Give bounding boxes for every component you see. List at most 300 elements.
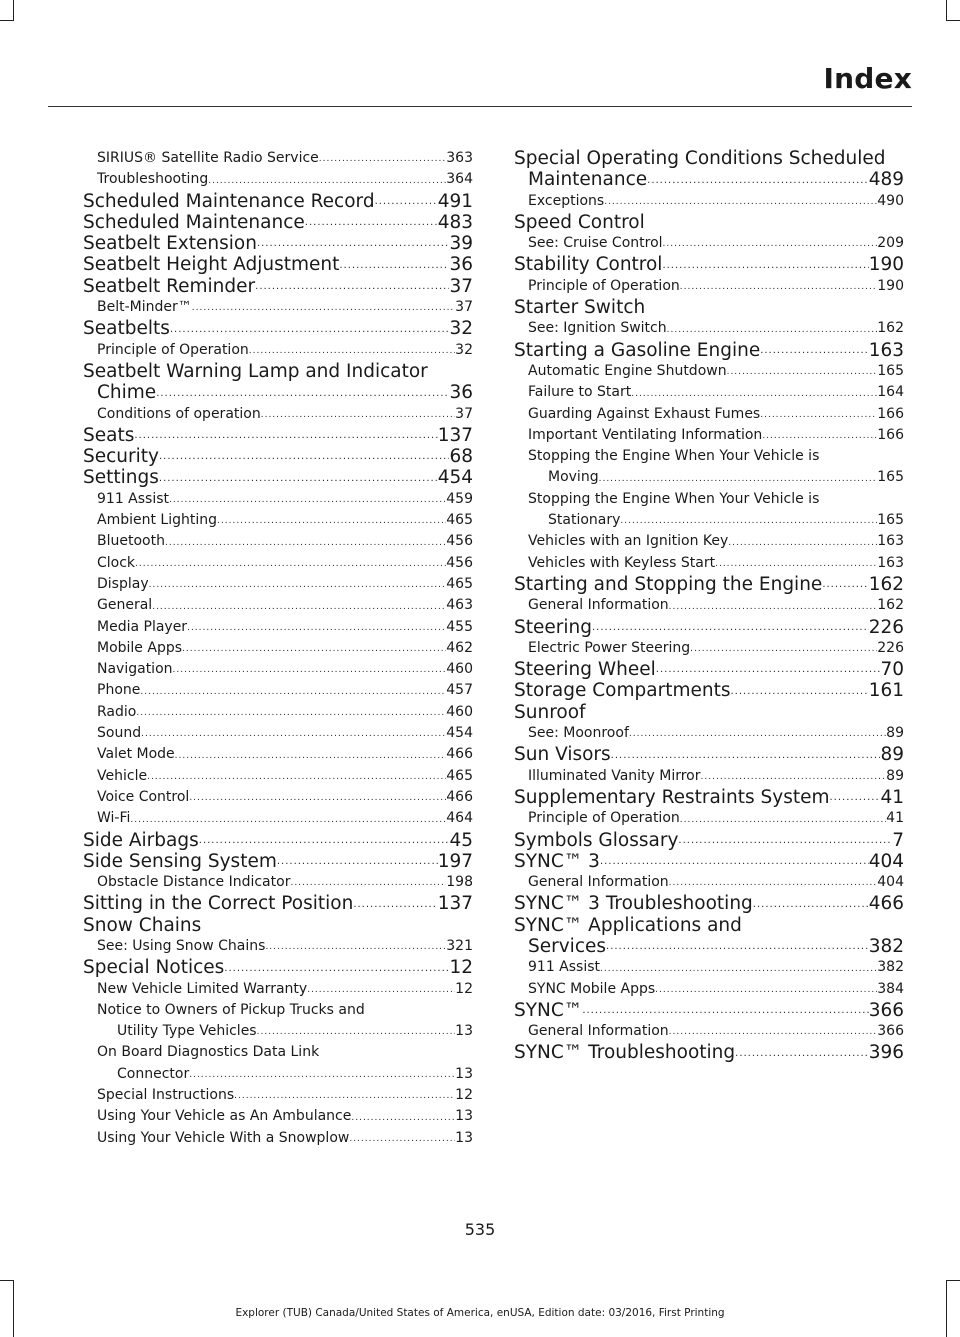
- entry-text: New Vehicle Limited Warranty: [97, 980, 308, 997]
- entry-text: Notice to Owners of Pickup Trucks and: [97, 1001, 365, 1018]
- leader-dots: [667, 324, 878, 336]
- entry-page: 13: [455, 1129, 473, 1146]
- entry-page: 455: [446, 618, 473, 635]
- entry-page: 454: [437, 467, 473, 489]
- entry-page: 13: [455, 1065, 473, 1082]
- index-entry-line: [83, 276, 473, 297]
- index-entry: [83, 276, 473, 297]
- leader-dots: [277, 855, 438, 869]
- index-entry-line: [528, 531, 904, 552]
- entry-text: Seatbelt Reminder: [83, 275, 256, 297]
- entry-text: Exceptions: [528, 192, 605, 209]
- index-entry-line: [83, 467, 473, 488]
- entry-page: 459: [446, 490, 473, 507]
- index-subentry: [83, 723, 473, 744]
- entry-page: 491: [437, 190, 473, 212]
- index-entry-line: [528, 318, 904, 339]
- leader-dots: [662, 259, 868, 273]
- index-subentry: [83, 617, 473, 638]
- entry-page: 456: [446, 554, 473, 571]
- index-entry-line: [97, 766, 473, 787]
- index-subentry: [83, 680, 473, 701]
- entry-page: 36: [449, 254, 473, 276]
- index-entry-line: [514, 169, 904, 190]
- index-entry-line: [514, 254, 904, 275]
- index-subentry: [514, 872, 904, 893]
- entry-text: SIRIUS® Satellite Radio Service: [97, 150, 319, 166]
- entry-text: Stationary: [548, 512, 621, 529]
- entry-page: 39: [449, 233, 473, 255]
- leader-dots: [187, 622, 446, 634]
- leader-dots: [189, 1069, 455, 1081]
- index-entry-line: [97, 1085, 473, 1106]
- index-entry-line: [528, 979, 904, 1000]
- leader-dots: [680, 814, 886, 826]
- entry-page: 12: [455, 980, 473, 997]
- entry-page: 404: [868, 850, 904, 872]
- index-subentry: [83, 1128, 473, 1149]
- index-entry-line: [514, 659, 904, 680]
- entry-text: Important Ventilating Information: [528, 426, 763, 443]
- index-entry-line: [97, 404, 473, 425]
- index-subentry: [514, 553, 904, 574]
- index-column-right: [514, 148, 904, 1064]
- entry-text: See: Using Snow Chains: [97, 937, 266, 954]
- index-entry-line: [514, 574, 904, 595]
- index-subentry: [514, 489, 904, 532]
- index-entry: [83, 318, 473, 339]
- index-entry: [514, 617, 904, 638]
- entry-page: 32: [449, 318, 473, 340]
- entry-text: Chime: [97, 382, 157, 404]
- index-entry-line: [528, 595, 904, 616]
- index-entry: [514, 659, 904, 680]
- index-entry-line: [97, 595, 473, 616]
- entry-page: 384: [877, 980, 904, 997]
- index-entry-line: [97, 297, 473, 318]
- index-entry-line: [528, 425, 904, 446]
- entry-text: Stability Control: [514, 254, 663, 276]
- entry-page: 37: [449, 275, 473, 297]
- entry-page: 321: [446, 937, 473, 954]
- leader-dots: [701, 771, 887, 783]
- leader-dots: [680, 281, 878, 293]
- entry-text: Using Your Vehicle With a Snowplow: [97, 1129, 350, 1146]
- entry-page: 382: [868, 935, 904, 957]
- entry-text: General Information: [528, 597, 669, 614]
- entry-text: Belt-Minder™: [97, 299, 192, 316]
- index-entry-line: [97, 489, 473, 510]
- index-entry: [514, 851, 904, 872]
- index-subentry: [83, 638, 473, 659]
- index-subentry: [83, 553, 473, 574]
- crop-mark: [0, 1280, 14, 1281]
- entry-page: 209: [877, 235, 904, 252]
- index-entry: [514, 574, 904, 595]
- entry-text: 911 Assist: [97, 490, 170, 507]
- crop-mark: [946, 0, 947, 20]
- entry-text: Vehicle: [97, 767, 148, 784]
- index-entry-line: [514, 787, 904, 808]
- entry-text: Conditions of operation: [97, 405, 261, 422]
- index-subentry: [83, 659, 473, 680]
- entry-page: 36: [449, 382, 473, 404]
- leader-dots: [690, 643, 877, 655]
- entry-text: Starting and Stopping the Engine: [514, 573, 823, 595]
- entry-page: 162: [877, 597, 904, 614]
- entry-text: Radio: [97, 703, 137, 720]
- entry-text: Steering Wheel: [514, 659, 656, 681]
- leader-dots: [199, 834, 450, 848]
- edition-footer: Explorer (TUB) Canada/United States of America, enUSA, Edition date: 03/2016, First Printing: [235, 1307, 725, 1319]
- index-entry-line: [514, 680, 904, 701]
- entry-page: 396: [868, 1042, 904, 1064]
- entry-page: 466: [868, 893, 904, 915]
- index-entry: [514, 254, 904, 275]
- entry-text: Vehicles with an Ignition Key: [528, 533, 729, 550]
- index-subentry: [83, 766, 473, 787]
- leader-dots: [149, 579, 447, 591]
- entry-page: 166: [877, 426, 904, 443]
- index-entry-line: [97, 702, 473, 723]
- index-entry: [83, 893, 473, 914]
- entry-text: Valet Mode: [97, 746, 175, 763]
- entry-text: Starting a Gasoline Engine: [514, 339, 761, 361]
- entry-page: 165: [877, 512, 904, 529]
- leader-dots: [647, 174, 869, 188]
- index-entry-line: [528, 638, 904, 659]
- entry-page: 89: [880, 744, 904, 766]
- index-entry-line: [97, 787, 473, 808]
- entry-page: 190: [868, 254, 904, 276]
- entry-text: Settings: [83, 467, 159, 489]
- leader-dots: [208, 175, 446, 187]
- index-entry: [83, 957, 473, 978]
- entry-text: SYNC™ 3: [514, 850, 600, 872]
- crop-mark: [0, 20, 14, 21]
- index-entry-line: [97, 553, 473, 574]
- entry-text: Storage Compartments: [514, 680, 731, 702]
- index-entry-line: [514, 1042, 904, 1063]
- entry-page: 483: [437, 211, 473, 233]
- index-entry: [514, 1000, 904, 1021]
- index-subentry: [514, 808, 904, 829]
- leader-dots: [217, 515, 446, 527]
- index-entry-line: [528, 233, 904, 254]
- entry-page: 70: [880, 659, 904, 681]
- index-entry-line: [97, 979, 473, 1000]
- index-entry: [514, 915, 904, 958]
- leader-dots: [351, 1112, 455, 1124]
- index-subentry: [83, 872, 473, 893]
- index-entry-line: [97, 936, 473, 957]
- index-entry-line: [514, 936, 904, 957]
- leader-dots: [257, 1026, 456, 1038]
- index-entry-line: [514, 830, 904, 851]
- leader-dots: [165, 537, 446, 549]
- entry-text: Voice Control: [97, 788, 190, 805]
- index-entry-line: [97, 148, 473, 169]
- index-entry: [83, 467, 473, 488]
- index-subentry: [514, 766, 904, 787]
- index-entry-line: [528, 404, 904, 425]
- entry-page: 89: [886, 767, 904, 784]
- leader-dots: [730, 685, 868, 699]
- entry-text: Electric Power Steering: [528, 639, 691, 656]
- entry-text: Security: [83, 446, 159, 468]
- index-heading: Speed Control: [514, 211, 645, 233]
- index-entry-line: [528, 766, 904, 787]
- index-subentry: [514, 404, 904, 425]
- entry-page: 89: [886, 725, 904, 742]
- leader-dots: [656, 663, 881, 677]
- leader-dots: [669, 1026, 878, 1038]
- index-entry-line: [97, 1106, 473, 1127]
- index-subentry: [514, 276, 904, 297]
- entry-text: Troubleshooting: [97, 171, 209, 188]
- entry-text: Wi-Fi: [97, 810, 131, 827]
- index-entry-line: [97, 680, 473, 701]
- entry-text: Seats: [83, 424, 135, 446]
- entry-text: Side Sensing System: [83, 850, 277, 872]
- entry-text: Bluetooth: [97, 533, 165, 550]
- index-entry-line: [97, 617, 473, 638]
- index-entry-line: [83, 851, 473, 872]
- index-entry: [83, 446, 473, 467]
- entry-text: Using Your Vehicle as An Ambulance: [97, 1108, 352, 1125]
- index-subentry: [514, 723, 904, 744]
- entry-text: Scheduled Maintenance Record: [83, 190, 375, 212]
- entry-text: Principle of Operation: [97, 341, 249, 358]
- index-subentry: [83, 489, 473, 510]
- crop-mark: [946, 1280, 960, 1281]
- index-subentry: [514, 318, 904, 339]
- entry-page: 68: [449, 446, 473, 468]
- entry-text: Sitting in the Correct Position: [83, 893, 354, 915]
- index-subentry: [514, 425, 904, 446]
- leader-dots: [319, 153, 446, 165]
- index-entry-line: [514, 340, 904, 361]
- entry-text: Moving: [548, 469, 599, 486]
- index-entry: [83, 191, 473, 212]
- leader-dots: [353, 898, 437, 912]
- index-entry-line: [528, 1021, 904, 1042]
- entry-page: 465: [446, 512, 473, 529]
- entry-page: 466: [446, 746, 473, 763]
- entry-text: Supplementary Restraints System: [514, 786, 830, 808]
- index-entry-line: [97, 659, 473, 680]
- index-entry-line: [97, 808, 473, 829]
- index-entry-line: [528, 553, 904, 574]
- entry-page: 226: [868, 616, 904, 638]
- index-subentry: [83, 787, 473, 808]
- entry-text: Seatbelt Warning Lamp and Indicator: [83, 360, 428, 382]
- entry-text: Utility Type Vehicles: [117, 1023, 257, 1040]
- page-title: Index: [823, 62, 912, 95]
- entry-text: SYNC™ Applications and: [514, 914, 742, 936]
- entry-text: Automatic Engine Shutdown: [528, 362, 727, 379]
- entry-page: 363: [446, 150, 473, 166]
- entry-text: General Information: [528, 1023, 669, 1040]
- leader-dots: [349, 1133, 455, 1145]
- leader-dots: [257, 237, 450, 251]
- leader-dots: [261, 409, 455, 421]
- index-entry-line: [97, 169, 473, 190]
- entry-text: Ambient Lighting: [97, 512, 218, 529]
- index-entry: [83, 830, 473, 851]
- page-number: 535: [464, 1220, 496, 1239]
- entry-text: General Information: [528, 874, 669, 891]
- leader-dots: [159, 472, 438, 486]
- index-subentry: [83, 1000, 473, 1043]
- index-subentry: [83, 1042, 473, 1085]
- entry-text: SYNC™: [514, 999, 583, 1021]
- index-entry-line: [528, 957, 904, 978]
- entry-page: 454: [446, 725, 473, 742]
- entry-text: Seatbelt Extension: [83, 233, 257, 255]
- entry-page: 490: [877, 192, 904, 209]
- entry-page: 165: [877, 362, 904, 379]
- index-entry-line: [83, 446, 473, 467]
- entry-page: 197: [437, 850, 473, 872]
- entry-text: Guarding Against Exhaust Fumes: [528, 405, 761, 422]
- index-subentry: [83, 979, 473, 1000]
- leader-dots: [255, 280, 449, 294]
- leader-dots: [760, 344, 868, 358]
- index-entry: [514, 1042, 904, 1063]
- entry-page: 366: [877, 1023, 904, 1040]
- entry-page: 13: [455, 1108, 473, 1125]
- entry-text: Sound: [97, 725, 142, 742]
- leader-dots: [735, 1047, 869, 1061]
- entry-text: Phone: [97, 682, 141, 699]
- entry-text: Special Notices: [83, 957, 225, 979]
- entry-text: Maintenance: [528, 169, 648, 191]
- index-entry: [514, 744, 904, 765]
- leader-dots: [305, 216, 438, 230]
- index-column-left: [83, 148, 473, 1149]
- leader-dots: [182, 643, 446, 655]
- index-entry-line: [514, 1000, 904, 1021]
- index-entry: [83, 851, 473, 872]
- index-subentry: [83, 340, 473, 361]
- entry-text: Seatbelt Height Adjustment: [83, 254, 340, 276]
- entry-page: 465: [446, 575, 473, 592]
- entry-page: 457: [446, 682, 473, 699]
- crop-mark: [13, 0, 14, 20]
- entry-page: 489: [868, 169, 904, 191]
- index-entry-line: [97, 531, 473, 552]
- index-entry-line: [528, 808, 904, 829]
- leader-dots: [631, 388, 877, 400]
- leader-dots: [134, 429, 437, 443]
- entry-text: Sun Visors: [514, 744, 611, 766]
- leader-dots: [224, 962, 449, 976]
- entry-text: See: Moonroof: [528, 725, 629, 742]
- leader-dots: [600, 855, 869, 869]
- leader-dots: [678, 834, 892, 848]
- index-entry-line: [97, 744, 473, 765]
- index-subentry: [514, 595, 904, 616]
- entry-text: Stopping the Engine When Your Vehicle is: [528, 448, 820, 465]
- entry-text: Steering: [514, 616, 592, 638]
- entry-text: Stopping the Engine When Your Vehicle is: [528, 490, 820, 507]
- index-entry: [514, 148, 904, 191]
- leader-dots: [663, 238, 878, 250]
- entry-page: 45: [449, 829, 473, 851]
- entry-text: Symbols Glossary: [514, 829, 679, 851]
- index-subentry: [83, 936, 473, 957]
- leader-dots: [669, 877, 878, 889]
- leader-dots: [140, 686, 446, 698]
- entry-page: 163: [877, 533, 904, 550]
- index-entry-line: [528, 382, 904, 403]
- index-subentry: [83, 297, 473, 318]
- leader-dots: [136, 707, 446, 719]
- entry-page: 137: [437, 424, 473, 446]
- leader-dots: [611, 749, 881, 763]
- index-entry-line: [514, 744, 904, 765]
- leader-dots: [620, 515, 877, 527]
- entry-page: 164: [877, 384, 904, 401]
- leader-dots: [655, 984, 877, 996]
- leader-dots: [141, 728, 446, 740]
- entry-text: Obstacle Distance Indicator: [97, 874, 291, 891]
- index-subentry: [514, 233, 904, 254]
- index-subentry: [83, 1106, 473, 1127]
- leader-dots: [727, 366, 878, 378]
- entry-page: 162: [868, 573, 904, 595]
- entry-text: Special Operating Conditions Scheduled: [514, 148, 886, 169]
- leader-dots: [189, 792, 446, 804]
- leader-dots: [169, 494, 446, 506]
- leader-dots: [290, 877, 446, 889]
- index-entry: [83, 254, 473, 275]
- index-entry: [514, 680, 904, 701]
- leader-dots: [592, 621, 869, 635]
- leader-dots: [604, 196, 877, 208]
- page-header: [48, 60, 912, 107]
- index-subentry: [514, 382, 904, 403]
- leader-dots: [753, 898, 869, 912]
- leader-dots: [265, 941, 446, 953]
- index-entry-line: [97, 638, 473, 659]
- leader-dots: [152, 601, 446, 613]
- leader-dots: [760, 409, 877, 421]
- index-heading: Snow Chains: [83, 914, 202, 936]
- leader-dots: [600, 963, 877, 975]
- index-entry-line: [83, 191, 473, 212]
- leader-dots: [135, 558, 446, 570]
- entry-page: 465: [446, 767, 473, 784]
- leader-dots: [249, 345, 455, 357]
- index-entry-line: [83, 212, 473, 233]
- entry-text: Connector: [117, 1065, 190, 1082]
- entry-page: 163: [868, 339, 904, 361]
- entry-text: See: Cruise Control: [528, 235, 663, 252]
- entry-page: 226: [877, 639, 904, 656]
- leader-dots: [159, 450, 449, 464]
- entry-page: 137: [437, 893, 473, 915]
- entry-page: 460: [446, 703, 473, 720]
- entry-page: 161: [868, 680, 904, 702]
- index-entry: [514, 893, 904, 914]
- leader-dots: [669, 601, 878, 613]
- index-entry: [514, 787, 904, 808]
- entry-page: 463: [446, 597, 473, 614]
- index-subentry: [83, 744, 473, 765]
- entry-page: 12: [455, 1087, 473, 1104]
